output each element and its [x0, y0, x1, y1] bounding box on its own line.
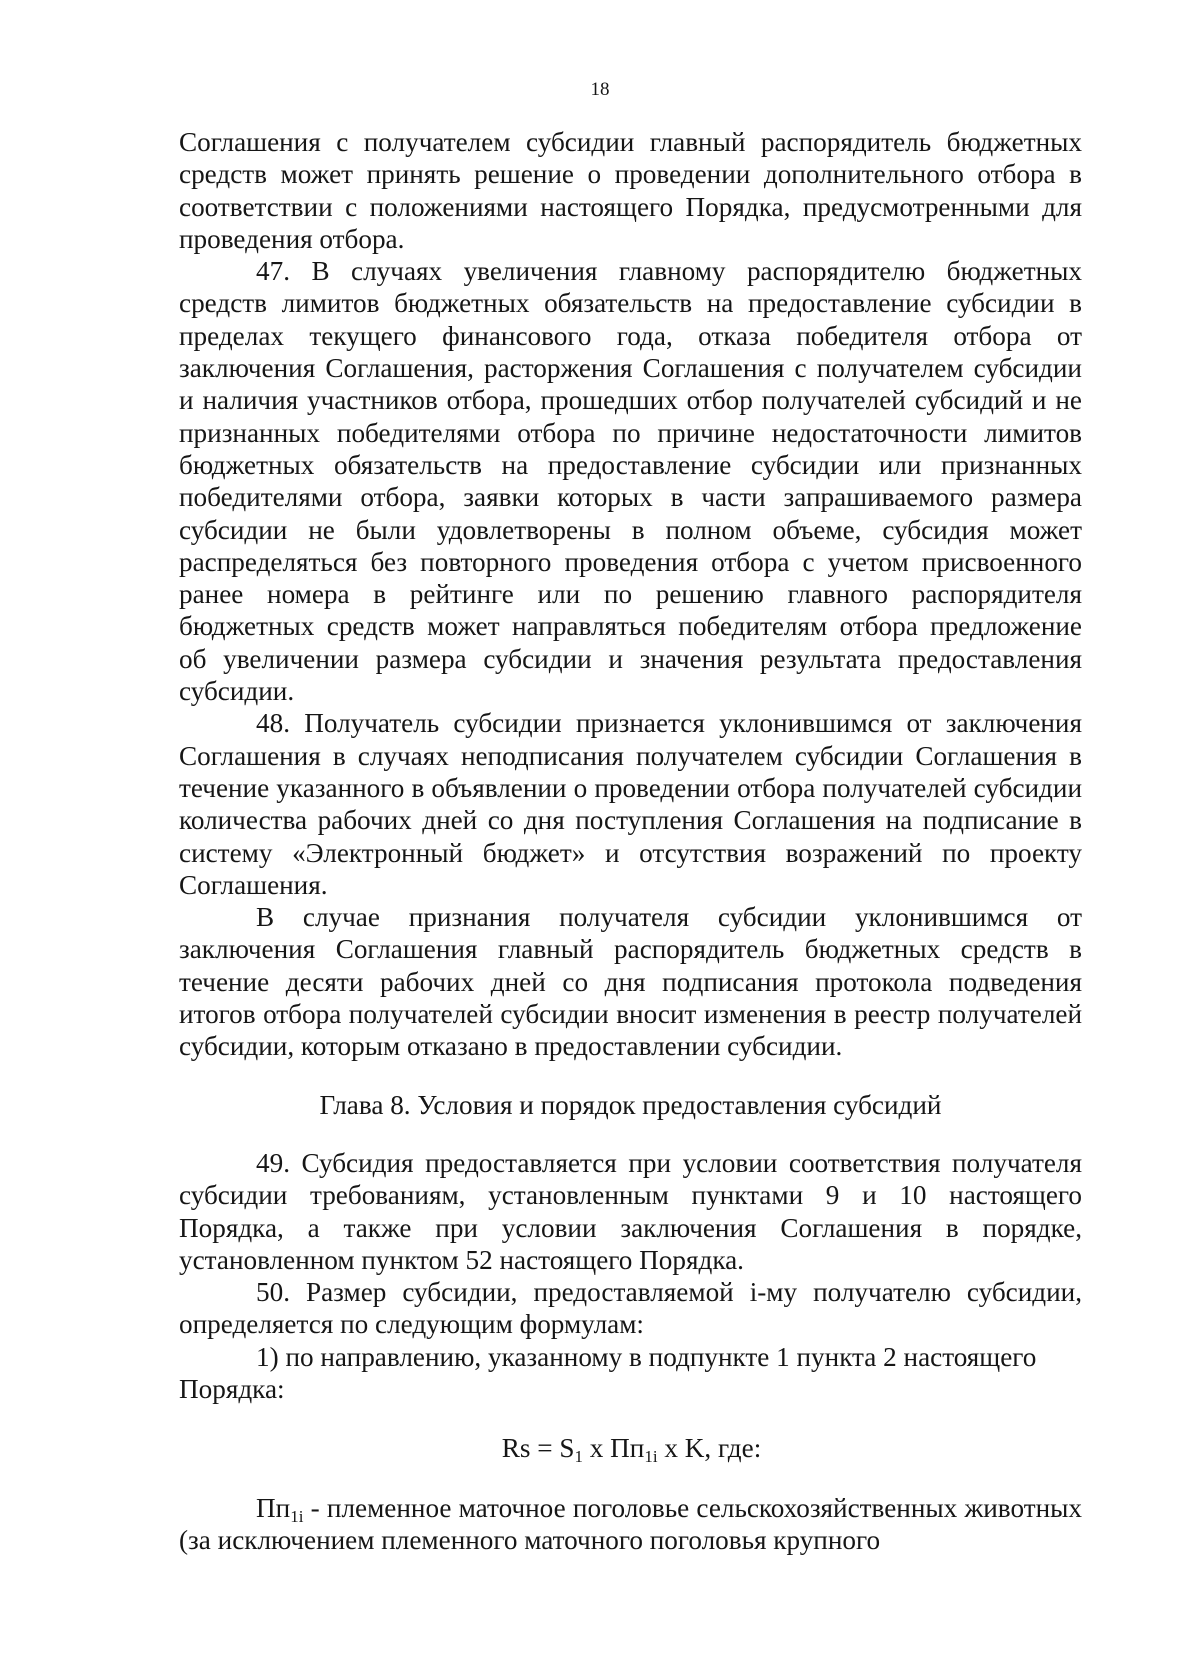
paragraph-49: 49. Субсидия предоставляется при условии соответствия получателя субсидии требованиям, установленным пунктами 9 и 10 настоящего Порядка, а также при условии заключения Соглашения в порядке, установленном пунктом 52 настоящего Порядка. [179, 1147, 1082, 1275]
formula-times-pp: x Пп [582, 1433, 645, 1464]
paragraph-48-continued: В случае признания получателя субсидии уклонившимся от заключения Соглашения главный распорядитель бюджетных средств в течение десяти рабочих дней со дня подписания протокола подведения итогов отбора получателей субсидии вносит изменения в реестр получателей субсидии, которым отказано в предоставлении субсидии. [179, 902, 1082, 1062]
paragraph-continuation: Соглашения с получателем субсидии главный распорядитель бюджетных средств может принять решение о проведении дополнительного отбора в соответствии с положениями настоящего Порядка, предусмотренными для проведения отбора. [179, 127, 1082, 254]
formula-pp-subscript: 1i [644, 1447, 658, 1467]
definition-pp1i [179, 1492, 1082, 1557]
formula-tail: x K, где: [657, 1433, 762, 1464]
definition-dash: - [303, 1492, 327, 1523]
formula-s-subscript: 1 [574, 1447, 583, 1467]
definition-text: племенное маточное поголовье сельскохозяйственных животных (за исключением племенного маточного поголовья крупного [179, 1492, 1082, 1555]
document-body [179, 126, 1082, 1556]
paragraph-50-1: 1) по направлению, указанному в подпункте 1 пункта 2 настоящего Порядка: [179, 1341, 1037, 1404]
chapter-8-heading: Глава 8. Условия и порядок предоставления субсидий [319, 1089, 942, 1120]
paragraph-47: 47. В случаях увеличения главному распорядителю бюджетных средств лимитов бюджетных обязательств на предоставление субсидии в пределах текущего финансового года, отказа победителя отбора от заключения Соглашения, расторжения Соглашения с получателем субсидии и наличия участников отбора, прошедших отбор получателей субсидий и не признанных победителями отбора по причине недостаточности лимитов бюджетных обязательств на предоставление субсидии или признанных победителями отбора, заявки которых в части запрашиваемого размера субсидии не были удовлетворены в полном объеме, субсидия может распределяться без повторного проведения отбора с учетом присвоенного ранее номера в рейтинге или по решению главного распорядителя бюджетных средств может направляться победителям отбора предложение об увеличении размера субсидии и значения результата предоставления субсидии. [179, 256, 1082, 707]
paragraph-48: 48. Получатель субсидии признается уклонившимся от заключения Соглашения в случаях неподписания получателем субсидии Соглашения в течение указанного в объявлении о проведении отбора получателей субсидии количества рабочих дней со дня поступления Соглашения на подписание в систему «Электронный бюджет» и отсутствия возражений по проекту Соглашения. [179, 708, 1082, 900]
paragraph-50: 50. Размер субсидии, предоставляемой i-му получателю субсидии, определяется по следующим формулам: [179, 1277, 1082, 1340]
formula-rs [179, 1432, 1082, 1467]
page-number: 18 [590, 79, 610, 100]
definition-term-subscript: 1i [290, 1506, 304, 1526]
formula-lhs: Rs = S [501, 1433, 575, 1464]
definition-term: Пп [256, 1492, 291, 1523]
